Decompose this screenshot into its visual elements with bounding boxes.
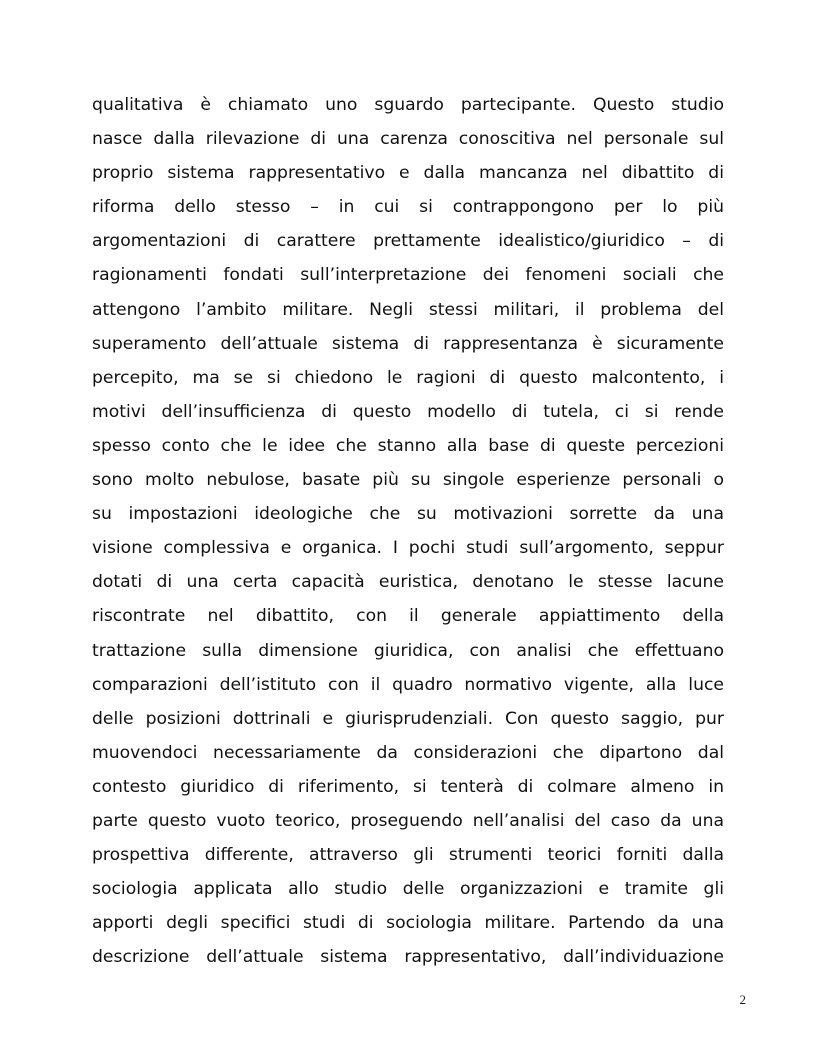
text-line: nasce dalla rilevazione di una carenza conoscitiva nel personale sul	[92, 129, 724, 150]
text-line: motivi dell’insufficienza di questo modello di tutela, ci si rende	[92, 401, 724, 422]
body-paragraph	[92, 88, 724, 974]
text-line: dotati di una certa capacità euristica, denotano le stesse lacune	[92, 572, 724, 593]
text-line: apporti degli specifici studi di sociologia militare. Partendo da una	[92, 913, 724, 934]
text-line: muovendoci necessariamente da considerazioni che dipartono dal	[92, 742, 724, 763]
text-line: sono molto nebulose, basate più su singole esperienze personali o	[92, 470, 724, 491]
text-line: spesso conto che le idee che stanno alla base di queste percezioni	[92, 435, 724, 456]
text-line: argomentazioni di carattere prettamente idealistico/giuridico – di	[92, 231, 724, 252]
text-line: qualitativa è chiamato uno sguardo partecipante. Questo studio	[92, 95, 724, 115]
text-line: proprio sistema rappresentativo e dalla mancanza nel dibattito di	[92, 163, 724, 184]
text-line: su impostazioni ideologiche che su motivazioni sorrette da una	[92, 504, 724, 525]
text-line: descrizione dell’attuale sistema rappresentativo, dall’individuazione	[92, 947, 724, 968]
text-line: ragionamenti fondati sull’interpretazione dei fenomeni sociali che	[92, 265, 724, 286]
text-line: prospettiva differente, attraverso gli strumenti teorici forniti dalla	[92, 845, 724, 866]
text-line: sociologia applicata allo studio delle organizzazioni e tramite gli	[92, 879, 724, 900]
text-line: delle posizioni dottrinali e giurisprudenziali. Con questo saggio, pur	[92, 708, 724, 729]
text-line: percepito, ma se si chiedono le ragioni di questo malcontento, i	[92, 367, 724, 388]
page-number: 2	[739, 992, 746, 1007]
text-line: comparazioni dell’istituto con il quadro normativo vigente, alla luce	[92, 674, 724, 695]
text-line: superamento dell’attuale sistema di rappresentanza è sicuramente	[92, 333, 724, 354]
text-line: visione complessiva e organica. I pochi studi sull’argomento, seppur	[92, 538, 724, 559]
text-line: riscontrate nel dibattito, con il generale appiattimento della	[92, 606, 724, 627]
text-line: trattazione sulla dimensione giuridica, con analisi che effettuano	[92, 640, 724, 661]
text-line: parte questo vuoto teorico, proseguendo nell’analisi del caso da una	[92, 810, 724, 831]
text-line: contesto giuridico di riferimento, si tenterà di colmare almeno in	[92, 776, 724, 797]
text-line: attengono l’ambito militare. Negli stessi militari, il problema del	[92, 299, 724, 320]
text-line: riforma dello stesso – in cui si contrappongono per lo più	[92, 197, 724, 218]
